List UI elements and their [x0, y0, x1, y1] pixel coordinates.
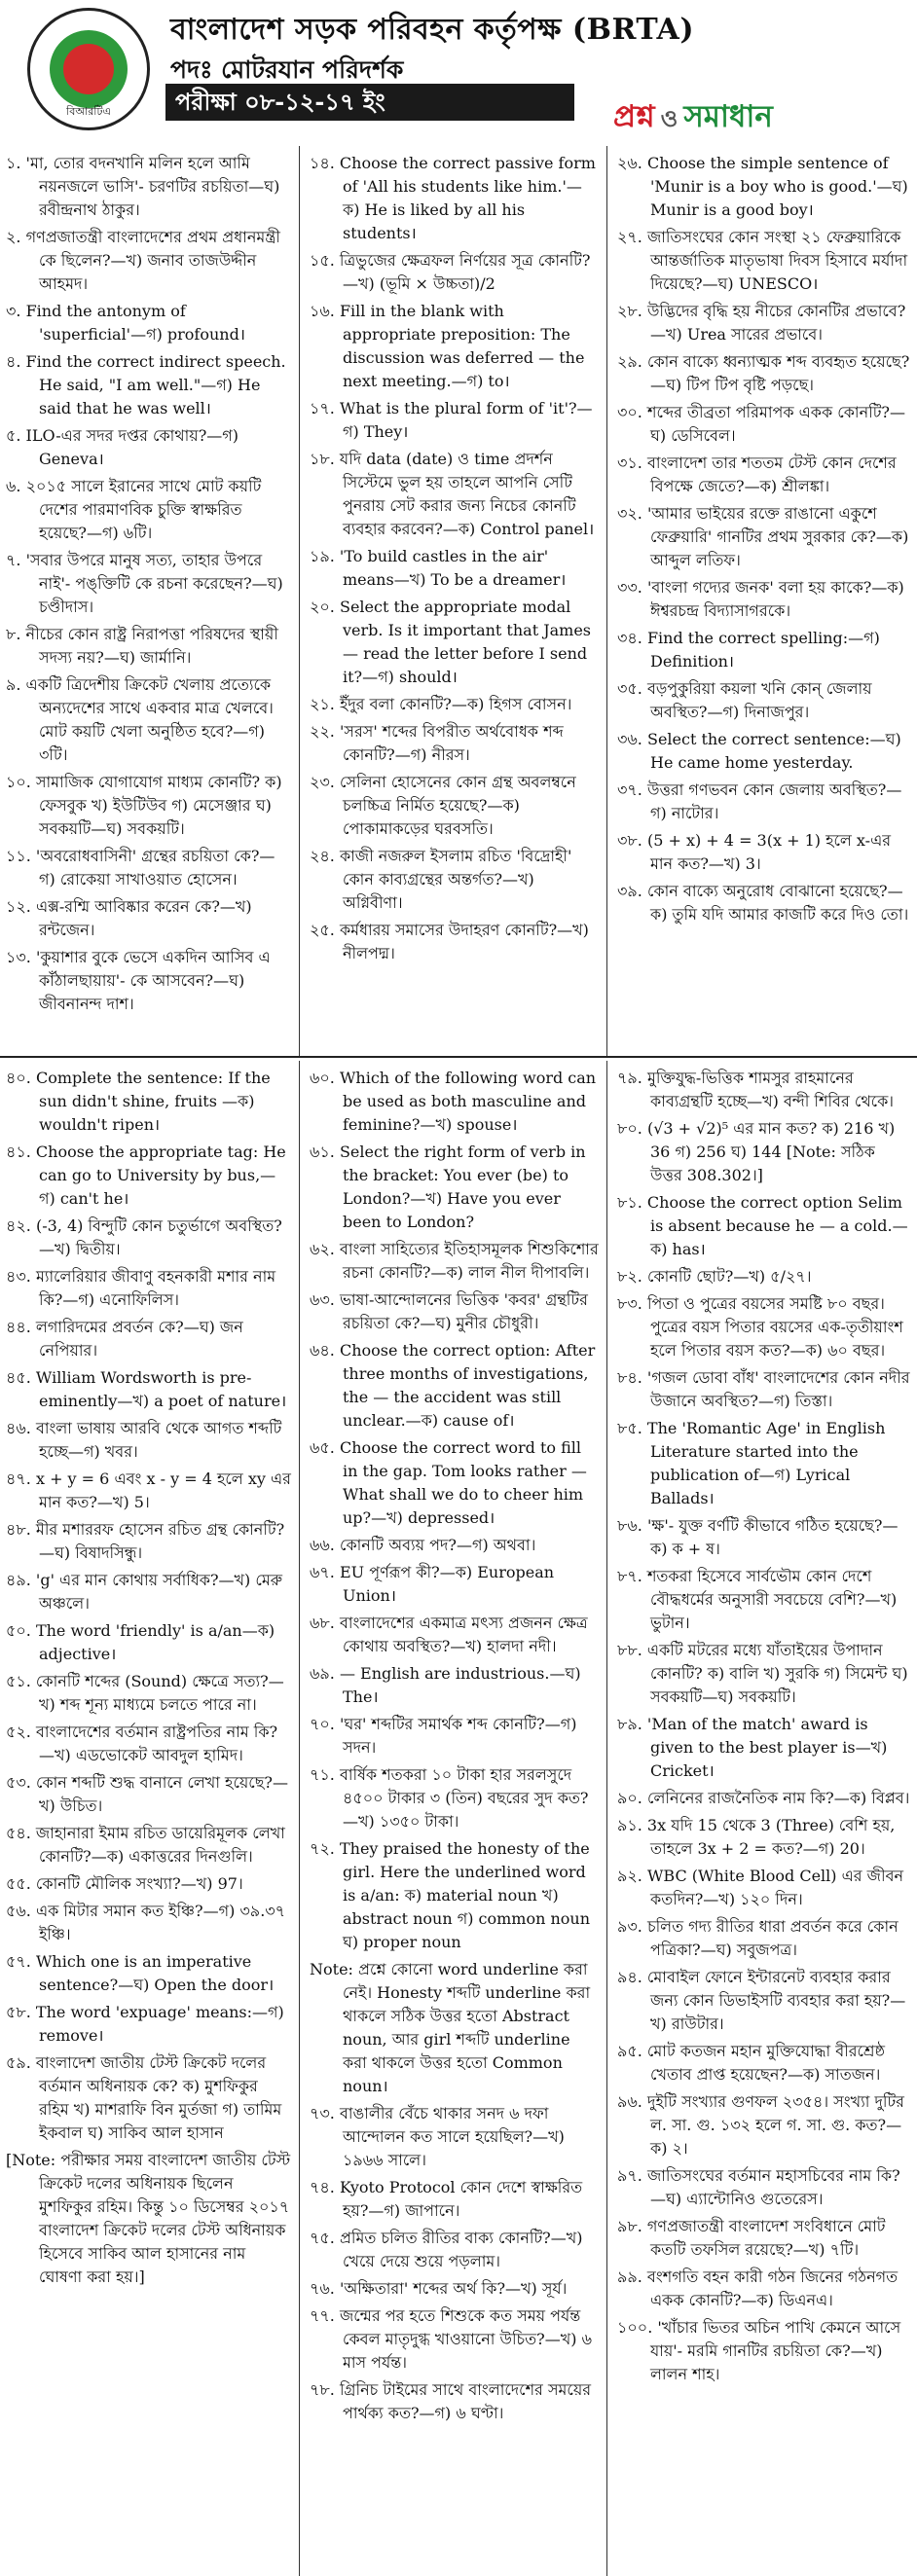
header: [0, 0, 917, 146]
question-item: ২০. Select the appropriate modal verb. Is it important that James — read the letter before I send it?—গ) should।: [310, 598, 592, 686]
question-item: ৪০. Complete the sentence: If the sun didn't shine, fruits —ক) wouldn't ripen।: [6, 1069, 271, 1134]
question-item: ৭৯. মুক্তিযুদ্ধ-ভিত্তিক শামসুর রাহমানের কাব্যগ্রন্থটি হচ্ছে—খ) বন্দী শিবির থেকে।: [617, 1069, 895, 1110]
question-item: ৮২. কোনটি ছোট?—খ) ৫/২৭।: [617, 1267, 812, 1286]
bottom-section: [0, 1061, 917, 2576]
question-item: ৩১. বাংলাদেশ তার শততম টেস্ট কোন দেশের বিপক্ষে জেতে?—ক) শ্রীলঙ্কা।: [617, 454, 897, 495]
question-item: ৮৮. একটি মটরের মধ্যে যাঁতাইয়ের উপাদান কোনটি? ক) বালি খ) সুরকি গ) সিমেন্ট ঘ) সবকয়টি—ঘ) সবকয়টি।: [617, 1641, 908, 1706]
question-item: ৩৩. 'বাংলা গদ্যের জনক' বলা হয় কাকে?—ক) ঈশ্বরচন্দ্র বিদ্যাসাগরকে।: [617, 578, 904, 620]
question-item: ৭৮. গ্রিনিচ টাইমের সাথে বাংলাদেশের সময়ের পার্থক্য কত?—গ) ৬ ঘণ্টা।: [310, 2380, 592, 2422]
question-item: ৮৬. 'ক্ষ'- যুক্ত বর্ণটি কীভাবে গঠিত হয়েছে?—ক) ক + ষ।: [617, 1516, 899, 1558]
question-item: ৮১. Choose the correct option Selim is absent because he — a cold.—ক) has।: [617, 1193, 908, 1258]
top-column-1: [0, 146, 300, 1056]
question-item: ৪২. (-3, 4) বিন্দুটি কোন চতুর্ভাগে অবস্থিত?—খ) দ্বিতীয়।: [6, 1216, 282, 1258]
question-item: ৬৬. কোনটি অব্যয় পদ?—গ) অথবা।: [310, 1536, 536, 1554]
tag-answer: সমাধান: [683, 99, 773, 134]
question-item: ২২. 'সরস' শব্দের বিপরীত অর্থবোধক শব্দ কোনটি?—গ) নীরস।: [310, 722, 564, 764]
question-item: ৯২. WBC (White Blood Cell) এর জীবন কতদিন?—খ) ১২০ দিন।: [617, 1867, 904, 1908]
question-item: ১৬. Fill in the blank with appropriate preposition: The discussion was deferred — the next meeting.—গ) to।: [310, 302, 585, 390]
question-item: ৯৫. মোট কতজন মহান মুক্তিযোদ্ধা বীরশ্রেষ্ঠ খেতাব প্রাপ্ত হয়েছেন?—ক) সাতজন।: [617, 2042, 885, 2084]
question-item: ৪৮. মীর মশাররফ হোসেন রচিত গ্রন্থ কোনটি?—ঘ) বিষাদসিন্ধু।: [6, 1520, 285, 1562]
question-item: ৫৩. কোন শব্দটি শুদ্ধ বানানে লেখা হয়েছে?—খ) উচিত।: [6, 1773, 289, 1815]
question-item: ৮০. (√3 + √2)⁵ এর মান কত? ক) 216 খ) 36 গ) 256 ঘ) 144 [Note: সঠিক উত্তর 308.302।]: [617, 1119, 896, 1184]
question-item: ১০. সামাজিক যোগাযোগ মাধ্যম কোনটি? ক) ফেসবুক খ) ইউটিউব গ) মেসেঞ্জার ঘ) সবকয়টি—ঘ) সবকয়টি।: [6, 773, 282, 838]
question-item: ২৬. Choose the simple sentence of 'Munir is a boy who is good.'—ঘ) Munir is a good boy।: [617, 154, 908, 219]
question-item: ৯৪. মোবাইল ফোনে ইন্টারনেট ব্যবহার করার জন্য কোন ডিভাইসটি ব্যবহার করা হয়?—খ) রাউটার।: [617, 1968, 906, 2033]
question-item: ৭৭. জন্মের পর হতে শিশুকে কত সময় পর্যন্ত কেবল মাতৃদুগ্ধ খাওয়ানো উচিত?—খ) ৬ মাস পর্যন্ত।: [310, 2306, 592, 2372]
question-item: ৫৪. জাহানারা ইমাম রচিত ডায়েরিমূলক লেখা কোনটি?—ক) একাত্তরের দিনগুলি।: [6, 1824, 285, 1866]
question-item: ২৮. উদ্ভিদের বৃদ্ধি হয় নীচের কোনটির প্রভাবে?—খ) Urea সারের প্রভাবে।: [617, 302, 906, 344]
question-item: ৬৮. বাংলাদেশের একমাত্র মৎস্য প্রজনন ক্ষেত্র কোথায় অবস্থিত?—খ) হালদা নদী।: [310, 1614, 588, 1655]
question-item: ৩৯. কোন বাক্যে অনুরোধ বোঝানো হয়েছে?—ক) তুমি যদি আমার কাজটি করে দিও তো।: [617, 882, 909, 924]
question-item: ৯. একটি ত্রিদেশীয় ক্রিকেট খেলায় প্রত্যেকে অন্যদেশের সাথে একবার মাত্র খেলবে। মোট কয়টি খেলা অনুষ্ঠিত হবে?—গ) ৩টি।: [6, 675, 274, 764]
question-item: ৮৩. পিতা ও পুত্রের বয়সের সমষ্টি ৮০ বছর। পুত্রের বয়স পিতার বয়সের এক-তৃতীয়াংশ হলে পিতার বয়স কত?—ক) ৬০ বছর।: [617, 1294, 903, 1360]
question-item: ২৭. জাতিসংঘের কোন সংস্থা ২১ ফেব্রুয়ারিকে আন্তর্জাতিক মাতৃভাষা দিবস হিসাবে মর্যাদা দিয়েছে?—ঘ) UNESCO।: [617, 228, 908, 293]
question-item: ৭৪. Kyoto Protocol কোন দেশে স্বাক্ষরিত হয়?—গ) জাপানে।: [310, 2178, 583, 2220]
question-item: ৪১. Choose the appropriate tag: He can go to University by bus,—গ) can't he।: [6, 1143, 286, 1208]
bottom-column-2: [300, 1061, 607, 2576]
question-item: ৯৯. বংশগতি বহন কারী গঠন জিনের গঠনগত একক কোনটি?—ক) ডিএনএ।: [617, 2268, 899, 2309]
question-item: ১৭. What is the plural form of 'it'?—গ) They।: [310, 399, 593, 441]
question-item: ৫. ILO-এর সদর দপ্তর কোথায়?—গ) Geneva।: [6, 426, 239, 468]
question-item: ৭০. 'ঘর' শব্দটির সমার্থক শব্দ কোনটি?—গ) সদন।: [310, 1715, 577, 1757]
question-item: Note: প্রশ্নে কোনো word underline করা নেই। Honesty শব্দটি underline করা থাকলে সঠিক উত্তর হতো Abstract noun, আর girl শব্দটি underline করা থাকলে উত্তর হতো Common noun।: [310, 1960, 591, 2095]
question-item: ৪৯. 'g' এর মান কোথায় সর্বাধিক?—খ) মেরু অঞ্চলে।: [6, 1571, 283, 1613]
brta-logo: [27, 8, 150, 130]
question-item: ৩৮. (5 + x) + 4 = 3(x + 1) হলে x-এর মান কত?—খ) 3।: [617, 831, 892, 873]
question-item: ৯১. 3x যদি 15 থেকে 3 (Three) বেশি হয়, তাহলে 3x + 2 = কত?—গ) 20।: [617, 1816, 896, 1858]
exam-date-banner: পরীক্ষা ০৮-১২-১৭ ইং: [165, 84, 574, 121]
question-item: ৬০. Which of the following word can be used as both masculine and feminine?—খ) spouse।: [310, 1069, 597, 1134]
question-item: ৮. নীচের কোন রাষ্ট্র নিরাপত্তা পরিষদের স্থায়ী সদস্য নয়?—ঘ) জার্মানি।: [6, 625, 278, 667]
question-item: ৪৩. ম্যালেরিয়ার জীবাণু বহনকারী মশার নাম কি?—গ) এনোফিলিস।: [6, 1267, 276, 1309]
question-item: ২১. ইঁদুর বলা কোনটি?—ক) হিগস বোসন।: [310, 695, 572, 713]
question-item: ৪৫. William Wordsworth is pre-eminently—খ) a poet of nature।: [6, 1368, 287, 1410]
logo-red-sun: [63, 44, 114, 94]
question-item: ৯৩. চলিত গদ্য রীতির ধারা প্রবর্তন করে কোন পত্রিকা?—ঘ) সবুজপত্র।: [617, 1917, 899, 1959]
qa-tag: [613, 93, 773, 144]
question-item: ২৩. সেলিনা হোসেনের কোন গ্রন্থ অবলম্বনে চলচ্চিত্র নির্মিত হয়েছে?—ক) পোকামাকড়ের ঘরবসতি।: [310, 773, 576, 838]
question-item: ৩৪. Find the correct spelling:—গ) Definition।: [617, 629, 880, 671]
question-item: ২৫. কর্মধারয় সমাসের উদাহরণ কোনটি?—খ) নীলপদ্ম।: [310, 921, 589, 962]
question-item: ৫১. কোনটি শব্দের (Sound) ক্ষেত্রে সত্য?—খ) শব্দ শূন্য মাধ্যমে চলতে পারে না।: [6, 1672, 284, 1714]
question-item: ৭. 'সবার উপরে মানুষ সত্য, তাহার উপরে নাই'- পঙ্‌ক্তিটি কে রচনা করেছেন?—ঘ) চণ্ডীদাস।: [6, 551, 283, 616]
question-item: ৩৭. উত্তরা গণভবন কোন জেলায় অবস্থিত?—গ) নাটোর।: [617, 780, 902, 822]
question-item: ৯৭. জাতিসংঘের বর্তমান মহাসচিবের নাম কি?—ঘ) এ্যান্টোনিও গুতেরেস।: [617, 2166, 900, 2208]
question-item: ১৯. 'To build castles in the air' means—খ) To be a dreamer।: [310, 547, 567, 589]
question-item: ৬৭. EU পূর্ণরূপ কী?—ক) European Union।: [310, 1563, 555, 1605]
page-title: বাংলাদেশ সড়ক পরিবহন কর্তৃপক্ষ (BRTA): [170, 13, 695, 47]
question-item: ৪৪. লগারিদমের প্রবর্তন কে?—ঘ) জন নেপিয়ার।: [6, 1318, 243, 1360]
question-item: ৭৩. বাঙালীর বেঁচে থাকার সনদ ৬ দফা আন্দোলন কত সালে হয়েছিল?—খ) ১৯৬৬ সালে।: [310, 2104, 565, 2169]
tag-question: প্রশ্ন: [613, 99, 655, 134]
question-item: ৩৬. Select the correct sentence:—ঘ) He came home yesterday.: [617, 730, 901, 772]
question-item: ২. গণপ্রজাতন্ত্রী বাংলাদেশের প্রথম প্রধানমন্ত্রী কে ছিলেন?—খ) জনাব তাজউদ্দীন আহমদ।: [6, 228, 280, 293]
question-item: ৮৪. 'গজল ডোবা বাঁধ' বাংলাদেশের কোন নদীর উজানে অবস্থিত?—গ) তিস্তা।: [617, 1368, 910, 1410]
question-item: ৯৬. দুইটি সংখ্যার গুণফল ২৩৫৪। সংখ্যা দুটির ল. সা. গু. ১৩২ হলে গ. সা. গু. কত?—ক) ২।: [617, 2092, 904, 2158]
question-item: ৮৭. শতকরা হিসেবে সার্বভৌম কোন দেশে বৌদ্ধধর্মের অনুসারী সবচেয়ে বেশি?—খ) ভুটান।: [617, 1567, 898, 1632]
bottom-column-1: [0, 1061, 300, 2576]
question-item: ১৮. যদি data (date) ও time প্রদর্শন সিস্টেমে ভুল হয় তাহলে আপনি সেটি পুনরায় সেট করার জন্য নিচের কোনটি ব্যবহার করবেন?—ক) Control panel।: [310, 450, 595, 538]
top-column-2: [300, 146, 607, 1056]
question-item: ৮৯. 'Man of the match' award is given to the best player is—খ) Cricket।: [617, 1715, 888, 1780]
question-item: ৩৫. বড়পুকুরিয়া কয়লা খনি কোন্‌ জেলায় অবস্থিত?—গ) দিনাজপুর।: [617, 679, 872, 721]
question-item: ১৪. Choose the correct passive form of 'All his students like him.'—ক) He is liked by all his students।: [310, 154, 596, 242]
question-item: ১৫. ত্রিভুজের ক্ষেত্রফল নির্ণয়ের সূত্র কোনটি?—খ) (ভূমি × উচ্চতা)/2: [310, 251, 591, 293]
question-item: ৫৭. Which one is an imperative sentence?—ঘ) Open the door।: [6, 1952, 275, 1994]
question-item: ১০০. 'খাঁচার ভিতর অচিন পাখি কেমনে আসে যায়'- মরমি গানটির রচয়িতা কে?—খ) লালন শাহ।: [617, 2318, 901, 2383]
question-item: ২৪. কাজী নজরুল ইসলাম রচিত 'বিদ্রোহী' কোন কাব্যগ্রন্থের অন্তর্গত?—খ) অগ্নিবীণা।: [310, 847, 572, 912]
question-item: ৬৩. ভাষা-আন্দোলনের ভিত্তিক 'কবর' গ্রন্থটির রচয়িতা কে?—ঘ) মুনীর চৌধুরী।: [310, 1290, 588, 1332]
question-item: ৫৫. কোনটি মৌলিক সংখ্যা?—খ) 97।: [6, 1874, 243, 1893]
question-item: ৪৭. x + y = 6 এবং x - y = 4 হলে xy এর মান কত?—খ) 5।: [6, 1469, 291, 1511]
section-divider: [0, 1056, 917, 1058]
question-item: ৩. Find the antonym of 'superficial'—গ) profound।: [6, 302, 245, 344]
question-item: ৯০. লেনিনের রাজনৈতিক নাম কি?—ক) বিপ্লব।: [617, 1789, 910, 1807]
question-item: ১. 'মা, তোর বদনখানি মলিন হলে আমি নয়নজলে ভাসি'- চরণটির রচয়িতা—ঘ) রবীন্দ্রনাথ ঠাকুর।: [6, 154, 280, 219]
question-item: ৬১. Select the right form of verb in the bracket: You ever (be) to London?—খ) Have you ever been to London?: [310, 1143, 586, 1231]
question-item: ৩২. 'আমার ভাইয়ের রক্তে রাঙানো একুশে ফেব্রুয়ারি' গানটির প্রথম সুরকার কে?—ক) আব্দুল লতিফ।: [617, 504, 909, 569]
question-item: ৯৮. গণপ্রজাতন্ত্রী বাংলাদেশ সংবিধানে মোট কতটি তফসিল রয়েছে?—খ) ৭টি।: [617, 2217, 886, 2259]
question-item: ৪. Find the correct indirect speech. He said, "I am well."—গ) He said that he was well।: [6, 352, 286, 417]
question-item: ৫৯. বাংলাদেশ জাতীয় টেস্ট ক্রিকেট দলের বর্তমান অধিনায়ক কে? ক) মুশফিকুর রহিম খ) মাশরাফি বিন মুর্তজা গ) তামিম ইকবাল ঘ) সাকিব আল হাসান: [6, 2053, 282, 2142]
post-name: পদঃ মোটরযান পরিদর্শক: [170, 55, 404, 84]
question-item: ৫০. The word 'friendly' is a/an—ক) adjective।: [6, 1621, 275, 1663]
question-item: ৭৫. প্রমিত চলিত রীতির বাক্য কোনটি?—খ) খেয়ে দেয়ে শুয়ে পড়লাম।: [310, 2229, 583, 2270]
question-item: ৫৮. The word 'expuage' means:—গ) remove।: [6, 2003, 284, 2045]
question-item: ৮৫. The 'Romantic Age' in English Literature started into the publication of—গ) Lyrical Ballads।: [617, 1419, 886, 1507]
top-column-3: [607, 146, 917, 1056]
question-item: ৬. ২০১৫ সালে ইরানের সাথে মোট কয়টি দেশের পারমাণবিক চুক্তি স্বাক্ষরিত হয়েছে?—গ) ৬টি।: [6, 477, 262, 542]
question-item: ১১. 'অবরোধবাসিনী' গ্রন্থের রচয়িতা কে?—গ) রোকেয়া সাখাওয়াত হোসেন।: [6, 847, 275, 889]
tag-and: ও: [660, 104, 679, 132]
question-item: ২৯. কোন বাক্যে ধ্বন্যাত্মক শব্দ ব্যবহৃত হয়েছে?—ঘ) টিপ টিপ বৃষ্টি পড়ছে।: [617, 352, 910, 394]
top-section: [0, 146, 917, 1056]
question-item: ৫২. বাংলাদেশের বর্তমান রাষ্ট্রপতির নাম কি?—খ) এডভোকেট আবদুল হামিদ।: [6, 1723, 278, 1764]
logo-caption: বিআরটিএ: [66, 105, 111, 118]
question-item: [Note: পরীক্ষার সময় বাংলাদেশ জাতীয় টেস্ট ক্রিকেট দলের অধিনায়ক ছিলেন মুশফিকুর রহিম। কিন্তু ১০ ডিসেম্বর ২০১৭ বাংলাদেশ ক্রিকেট দলের টেস্ট অধিনায়ক হিসেবে সাকিব আল হাসানের নাম ঘোষণা করা হয়।]: [6, 2151, 291, 2286]
question-item: ৬২. বাংলা সাহিত্যের ইতিহাসমূলক শিশুকিশোর রচনা কোনটি?—ক) লাল নীল দীপাবলি।: [310, 1240, 599, 1282]
question-item: ১২. এক্স-রশ্মি আবিষ্কার করেন কে?—খ) রন্টজেন।: [6, 897, 252, 939]
bottom-column-3: [607, 1061, 917, 2576]
question-item: ৫৬. এক মিটার সমান কত ইঞ্চি?—গ) ৩৯.৩৭ ইঞ্চি।: [6, 1902, 286, 1943]
question-item: ৭১. বার্ষিক শতকরা ১০ টাকা হার সরলসুদে ৪৫০০ টাকার ৩ (তিন) বছরের সুদ কত?—খ) ১৩৫০ টাকা।: [310, 1765, 589, 1831]
question-item: ৭৬. 'অক্ষিতারা' শব্দের অর্থ কি?—খ) সূর্য।: [310, 2279, 568, 2298]
question-item: ১৩. 'কুয়াশার বুকে ভেসে একদিন আসিব এ কাঁঠালছায়ায়'- কে আসবেন?—ঘ) জীবনানন্দ দাশ।: [6, 948, 271, 1013]
question-item: ৩০. শব্দের তীব্রতা পরিমাপক একক কোনটি?—ঘ) ডেসিবেল।: [617, 403, 905, 445]
question-item: ৬৪. Choose the correct option: After three months of investigations, the — the accident was still unclear.—ক) cause of।: [310, 1341, 596, 1430]
question-item: ৭২. They praised the honesty of the girl. Here the underlined word is a/an: ক) material noun খ) abstract noun গ) common noun ঘ) proper noun: [310, 1839, 591, 1951]
question-item: ৬৫. Choose the correct word to fill in the gap. Tom looks rather — What shall we do to cheer him up?—খ) depressed।: [310, 1438, 587, 1527]
question-item: ৬৯. — English are industrious.—ঘ) The।: [310, 1664, 581, 1706]
question-item: ৪৬. বাংলা ভাষায় আরবি থেকে আগত শব্দটি হচ্ছে—গ) খবর।: [6, 1419, 282, 1461]
